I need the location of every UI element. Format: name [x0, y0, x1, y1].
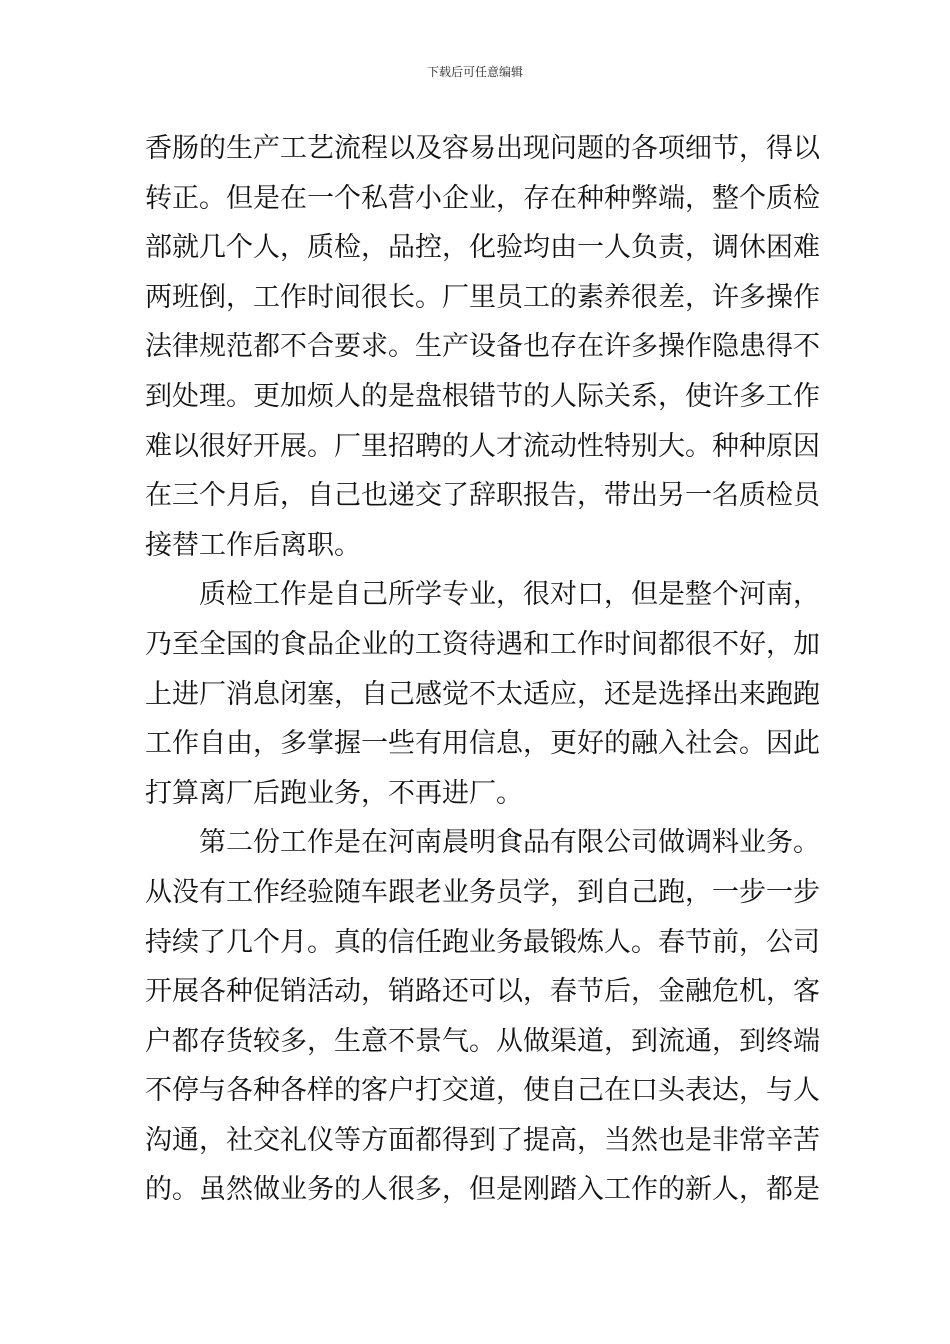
- text-line: 沟通，社交礼仪等方面都得到了提高，当然也是非常辛苦: [145, 1124, 820, 1156]
- text-line: 接替工作后离职。: [145, 529, 361, 561]
- text-line: 从没有工作经验随车跟老业务员学，到自己跑，一步一步: [145, 876, 820, 908]
- text-line: 香肠的生产工艺流程以及容易出现问题的各项细节，得以: [145, 133, 820, 164]
- text-line: 不停与各种各样的客户打交道，使自己在口头表达，与人: [145, 1075, 820, 1107]
- text-line: 到处理。更加烦人的是盘根错节的人际关系，使许多工作: [145, 380, 820, 412]
- text-line: 的。虽然做业务的人很多，但是刚踏入工作的新人，都是: [145, 1174, 820, 1206]
- text-line: 工作自由，多掌握一些有用信息，更好的融入社会。因此: [145, 728, 820, 760]
- text-line: 部就几个人，质检，品控，化验均由一人负责，调休困难: [145, 232, 820, 264]
- text-line: 在三个月后，自己也递交了辞职报告，带出另一名质检员: [145, 480, 820, 512]
- text-line: 两班倒，工作时间很长。厂里员工的素养很差，许多操作: [145, 281, 820, 313]
- text-line: 法律规范都不合要求。生产设备也存在许多操作隐患得不: [145, 331, 820, 363]
- text-line: 开展各种促销活动，销路还可以，春节后，金融危机，客: [145, 976, 820, 1008]
- text-line: 转正。但是在一个私营小企业，存在种种弊端，整个质检: [145, 182, 820, 214]
- text-line: 户都存货较多，生意不景气。从做渠道，到流通，到终端: [145, 1025, 820, 1057]
- text-line: 乃至全国的食品企业的工资待遇和工作时间都很不好，加: [145, 628, 820, 660]
- text-line: 持续了几个月。真的信任跑业务最锻炼人。春节前，公司: [145, 926, 820, 958]
- text-line: 上进厂消息闭塞，自己感觉不太适应，还是选择出来跑跑: [145, 678, 820, 710]
- paragraph-first-line: 质检工作是自己所学专业，很对口，但是整个河南，: [145, 579, 820, 611]
- text-line: 难以很好开展。厂里招聘的人才流动性特别大。种种原因: [145, 430, 820, 462]
- text-line: 打算离厂后跑业务，不再进厂。: [145, 777, 523, 809]
- body-text: [145, 124, 820, 1215]
- page-header: 下载后可任意编辑: [426, 65, 523, 79]
- paragraph-first-line: 第二份工作是在河南晨明食品有限公司做调料业务。: [145, 827, 820, 859]
